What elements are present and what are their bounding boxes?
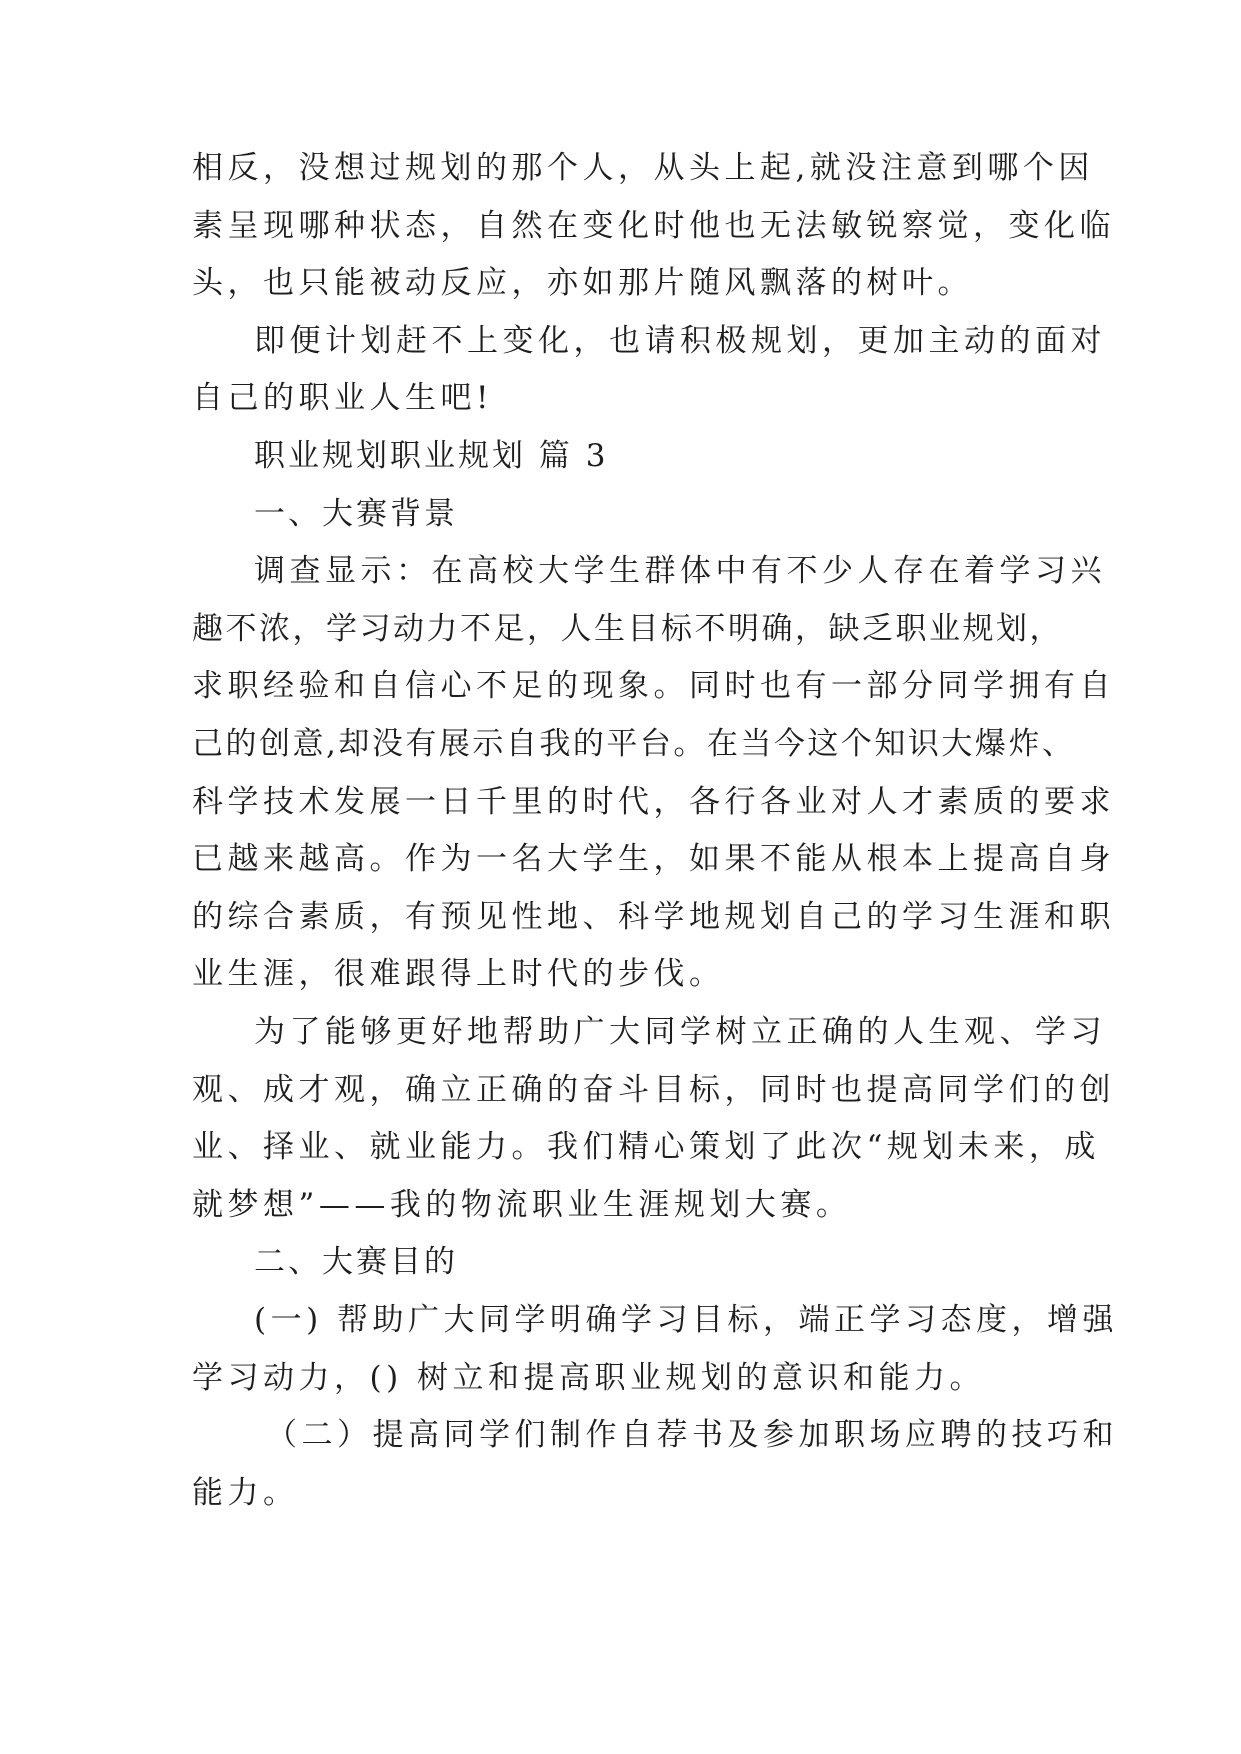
paragraph-line: 的综合素质，有预见性地、科学地规划自己的学习生涯和职 bbox=[192, 899, 1115, 935]
paragraph-line: 已越来越高。作为一名大学生，如果不能从根本上提高自身 bbox=[192, 841, 1115, 877]
paragraph-line: 学习动力，() 树立和提高职业规划的意识和能力。 bbox=[192, 1360, 986, 1396]
paragraph-line: 素呈现哪种状态，自然在变化时他也无法敏锐察觉，变化临 bbox=[192, 208, 1115, 244]
paragraph-line: 能力。 bbox=[192, 1475, 299, 1511]
paragraph-line: 自己的职业人生吧! bbox=[192, 380, 493, 416]
paragraph-line: 趣不浓，学习动力不足，人生目标不明确，缺乏职业规划， bbox=[192, 611, 1063, 647]
paragraph-line: 业、择业、就业能力。我们精心策划了此次“规划未来，成 bbox=[192, 1129, 1100, 1165]
paragraph-line: 业生涯，很难跟得上时代的步伐。 bbox=[192, 956, 725, 992]
paragraph-line: 己的创意,却没有展示自我的平台。在当今这个知识大爆炸、 bbox=[192, 726, 1076, 762]
paragraph-line: 头，也只能被动反应，亦如那片随风飘落的树叶。 bbox=[192, 265, 973, 301]
paragraph-line: (一) 帮助广大同学明确学习目标，端正学习态度，增强 bbox=[254, 1302, 1119, 1338]
paragraph-line: 科学技术发展一日千里的时代，各行各业对人才素质的要求 bbox=[192, 784, 1115, 820]
section-heading: 二、大赛目的 bbox=[254, 1244, 458, 1280]
paragraph-line: 为了能够更好地帮助广大同学树立正确的人生观、学习 bbox=[254, 1014, 1106, 1050]
section-heading: 职业规划职业规划 篇 3 bbox=[254, 438, 609, 474]
paragraph-line: 观、成才观，确立正确的奋斗目标，同时也提高同学们的创 bbox=[192, 1072, 1115, 1108]
paragraph-line: 调查显示：在高校大学生群体中有不少人存在着学习兴 bbox=[254, 553, 1106, 589]
paragraph-line: 就梦想”——我的物流职业生涯规划大赛。 bbox=[192, 1187, 852, 1223]
paragraph-line: 相反，没想过规划的那个人，从头上起,就没注意到哪个因 bbox=[192, 150, 1094, 186]
paragraph-line: （二）提高同学们制作自荐书及参加职场应聘的技巧和 bbox=[266, 1417, 1118, 1453]
paragraph-line: 求职经验和自信心不足的现象。同时也有一部分同学拥有自 bbox=[192, 668, 1115, 704]
paragraph-line: 即便计划赶不上变化，也请积极规划，更加主动的面对 bbox=[254, 323, 1106, 359]
section-heading: 一、大赛背景 bbox=[254, 496, 458, 532]
